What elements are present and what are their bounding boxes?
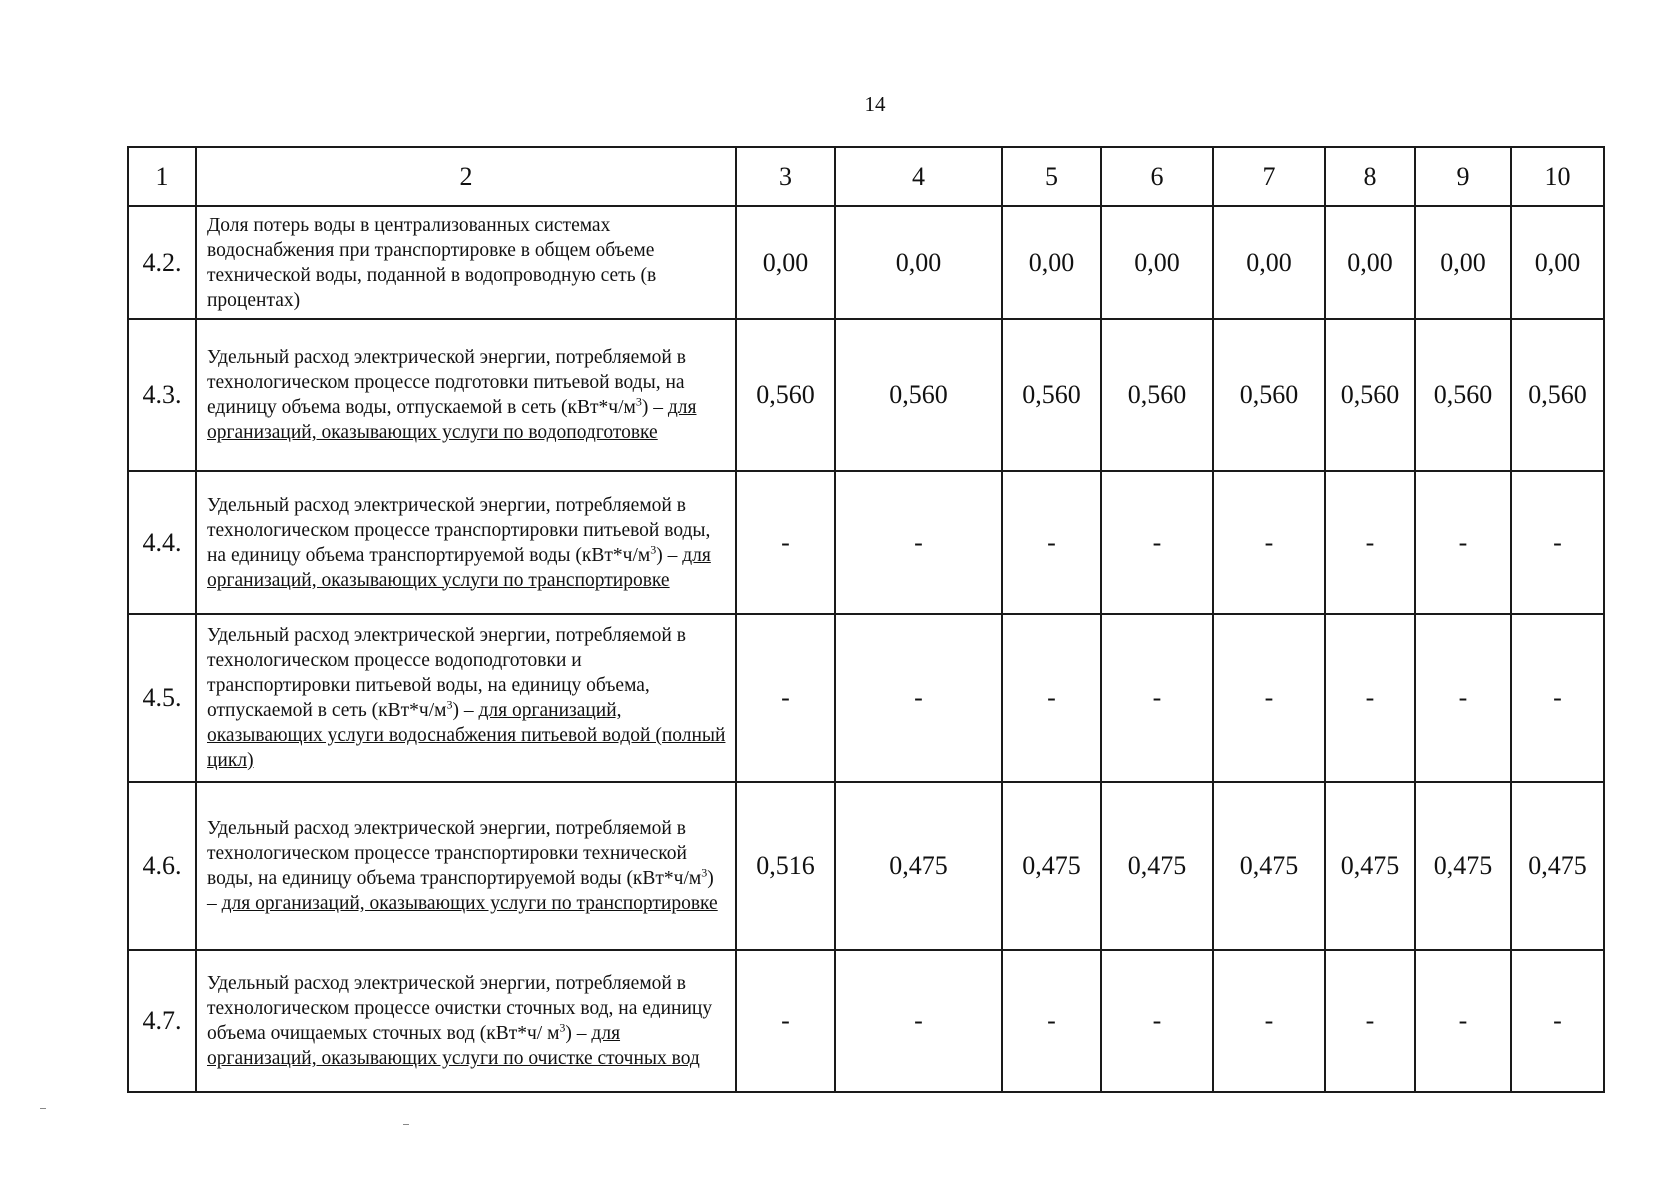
header-cell: 5 <box>1002 147 1101 206</box>
organization-scope: для организаций, оказывающих услуги по транспортировке <box>221 893 718 914</box>
value-cell: 0,475 <box>1213 782 1325 950</box>
table-row <box>128 782 1604 950</box>
description-text: Удельный расход электрической энергии, потребляемой в технологическом процессе очистки сточных вод, на единицу объема очищаемых сточных вод (кВт*ч/ м <box>207 973 713 1044</box>
description-connector: ) – <box>565 1023 592 1044</box>
value-cell: - <box>1511 471 1604 614</box>
unit-superscript: 3 <box>650 542 657 556</box>
table-row <box>128 319 1604 471</box>
header-cell: 6 <box>1101 147 1213 206</box>
value-cell: - <box>1415 950 1511 1092</box>
description-connector: ) – <box>207 868 714 914</box>
value-cell: 0,516 <box>736 782 835 950</box>
value-cell: 0,560 <box>1002 319 1101 471</box>
value-cell: - <box>1415 471 1511 614</box>
value-cell: - <box>1101 614 1213 782</box>
value-cell: - <box>1002 950 1101 1092</box>
value-cell: - <box>1101 950 1213 1092</box>
scan-speck <box>40 1108 46 1109</box>
indicator-description <box>196 319 736 471</box>
value-cell: 0,475 <box>1101 782 1213 950</box>
row-number: 4.2. <box>128 206 196 319</box>
value-cell: - <box>736 614 835 782</box>
unit-superscript: 3 <box>701 865 708 880</box>
header-cell: 3 <box>736 147 835 206</box>
unit-superscript: 3 <box>635 394 642 409</box>
header-row <box>128 147 1604 206</box>
row-number: 4.6. <box>128 782 196 950</box>
value-cell: - <box>1002 471 1101 614</box>
value-cell: 0,475 <box>835 782 1002 950</box>
value-cell: 0,475 <box>1325 782 1415 950</box>
indicator-description <box>196 206 736 319</box>
value-cell: 0,475 <box>1002 782 1101 950</box>
value-cell: - <box>1213 950 1325 1092</box>
indicators-table <box>127 146 1605 1093</box>
value-cell: 0,475 <box>1415 782 1511 950</box>
value-cell: - <box>1101 471 1213 614</box>
header-cell: 10 <box>1511 147 1604 206</box>
value-cell: 0,560 <box>1101 319 1213 471</box>
organization-scope: для организаций, оказывающих услуги водоснабжения питьевой водой (полный цикл) <box>207 700 726 771</box>
value-cell: - <box>1415 614 1511 782</box>
unit-superscript: 3 <box>446 697 453 712</box>
value-cell: 0,560 <box>736 319 835 471</box>
value-cell: 0,00 <box>1415 206 1511 319</box>
organization-scope: для организаций, оказывающих услуги по очистке сточных вод <box>207 1023 700 1069</box>
header-cell: 9 <box>1415 147 1511 206</box>
value-cell: - <box>1213 471 1325 614</box>
value-cell: 0,00 <box>1325 206 1415 319</box>
value-cell: 0,00 <box>835 206 1002 319</box>
row-number: 4.5. <box>128 614 196 782</box>
value-cell: - <box>1002 614 1101 782</box>
header-cell: 8 <box>1325 147 1415 206</box>
value-cell: 0,560 <box>1213 319 1325 471</box>
value-cell: 0,00 <box>1511 206 1604 319</box>
value-cell: - <box>1213 614 1325 782</box>
header-cell: 2 <box>196 147 736 206</box>
value-cell: - <box>736 950 835 1092</box>
description-connector: ) – <box>452 700 479 721</box>
value-cell: 0,475 <box>1511 782 1604 950</box>
indicator-description <box>196 782 736 950</box>
value-cell: - <box>736 471 835 614</box>
value-cell: 0,560 <box>1511 319 1604 471</box>
value-cell: - <box>1325 614 1415 782</box>
value-cell: 0,560 <box>1325 319 1415 471</box>
row-number: 4.3. <box>128 319 196 471</box>
table-row <box>128 471 1604 614</box>
indicator-description <box>196 471 736 614</box>
value-cell: - <box>835 471 1002 614</box>
table-row <box>128 206 1604 319</box>
value-cell: - <box>1511 950 1604 1092</box>
organization-scope: для организаций, оказывающих услуги по транспортировке <box>207 544 711 591</box>
scan-speck <box>403 1124 409 1125</box>
header-cell: 7 <box>1213 147 1325 206</box>
indicator-description <box>196 950 736 1092</box>
description-connector: ) – <box>641 397 668 418</box>
value-cell: 0,00 <box>1101 206 1213 319</box>
value-cell: - <box>835 614 1002 782</box>
value-cell: - <box>835 950 1002 1092</box>
description-text: Доля потерь воды в централизованных системах водоснабжения при транспортировке в общем объеме технической воды, поданной в водопроводную сеть (в процентах) <box>207 214 657 311</box>
indicator-description <box>196 614 736 782</box>
value-cell: - <box>1511 614 1604 782</box>
header-cell: 1 <box>128 147 196 206</box>
header-cell: 4 <box>835 147 1002 206</box>
description-text: Удельный расход электрической энергии, потребляемой в технологическом процессе водоподготовки и транспортировки питьевой воды, на единицу объема, отпускаемой в сеть (кВт*ч/м <box>207 625 686 721</box>
value-cell: - <box>1325 471 1415 614</box>
value-cell: 0,00 <box>1002 206 1101 319</box>
description-text: Удельный расход электрической энергии, потребляемой в технологическом процессе подготовки питьевой воды, на единицу объема воды, отпускаемой в сеть (кВт*ч/м <box>207 347 686 418</box>
row-number: 4.4. <box>128 471 196 614</box>
description-text: Удельный расход электрической энергии, потребляемой в технологическом процессе транспортировки технической воды, на единицу объема транспортируемой воды (кВт*ч/м <box>207 818 702 889</box>
value-cell: 0,00 <box>736 206 835 319</box>
organization-scope: для организаций, оказывающих услуги по водоподготовке <box>207 397 697 443</box>
table-row <box>128 950 1604 1092</box>
value-cell: - <box>1325 950 1415 1092</box>
value-cell: 0,560 <box>835 319 1002 471</box>
description-connector: ) – <box>656 544 683 566</box>
unit-superscript: 3 <box>559 1020 566 1035</box>
table-row <box>128 614 1604 782</box>
page-number: 14 <box>864 92 886 116</box>
value-cell: 0,560 <box>1415 319 1511 471</box>
description-text: Удельный расход электрической энергии, потребляемой в технологическом процессе транспортировки питьевой воды, на единицу объема транспортируемой воды (кВт*ч/м <box>207 494 711 566</box>
row-number: 4.7. <box>128 950 196 1092</box>
value-cell: 0,00 <box>1213 206 1325 319</box>
